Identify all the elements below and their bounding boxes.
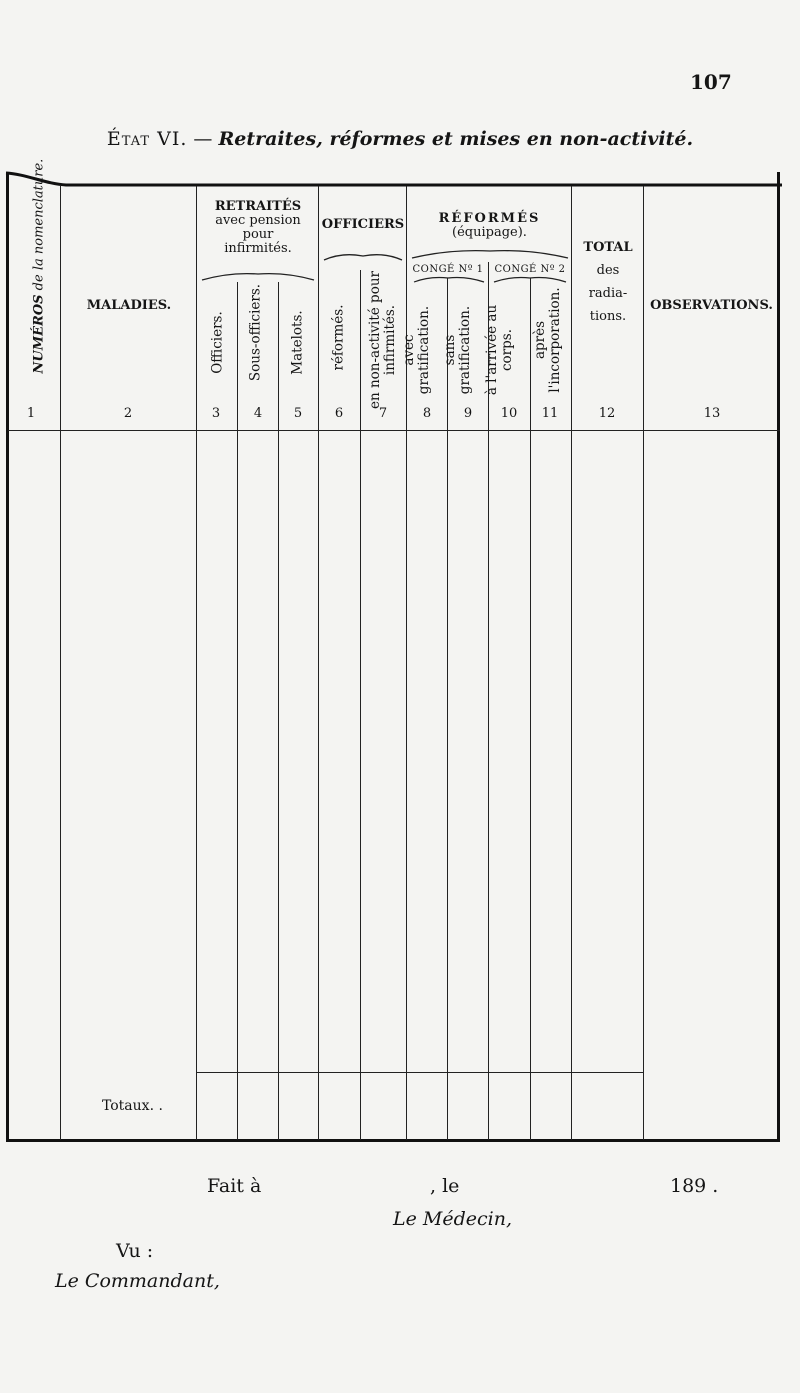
header-apres: après l'incorporation. — [532, 287, 563, 393]
header-avec-gratification: avec gratification. — [401, 305, 432, 395]
column-number: 6 — [334, 406, 344, 421]
column-number: 10 — [500, 406, 518, 421]
header-reformes-sub: (équipage). — [452, 225, 527, 240]
header-numeros-line2: de la nomenclature. — [31, 158, 47, 291]
table-top-border — [6, 172, 782, 188]
header-reformes-group — [408, 212, 571, 240]
header-conge1: CONGÉ Nº 1 — [412, 264, 484, 275]
footer-medecin: Le Médecin, — [393, 1208, 513, 1230]
column-number: 3 — [211, 406, 221, 421]
title-text: Retraites, réformes et mises en non-activité. — [218, 128, 694, 150]
header-total-line2: des — [596, 263, 620, 278]
footer-le: , le — [430, 1175, 460, 1197]
footer-commandant: Le Commandant, — [55, 1270, 220, 1292]
brace-retraites — [200, 270, 316, 282]
header-maladies: MALADIES. — [86, 298, 172, 313]
header-officiers-retraites: Officiers. — [209, 311, 226, 374]
header-conge2: CONGÉ Nº 2 — [494, 264, 566, 275]
header-officiers-title: OFFICIERS — [321, 217, 405, 232]
header-arrivee: à l'arrivée au corps. — [484, 304, 515, 396]
column-number: 13 — [703, 406, 721, 421]
header-sans-gratification: sans gratification. — [442, 305, 473, 395]
column-number: 5 — [293, 406, 303, 421]
brace-reformes — [410, 246, 570, 260]
header-total-line1: TOTAL — [583, 240, 633, 255]
column-number: 11 — [541, 406, 559, 421]
page-title — [0, 128, 800, 150]
column-number: 4 — [253, 406, 263, 421]
column-number: 1 — [26, 406, 36, 421]
header-retraites-title: RETRAITÉS — [214, 199, 302, 214]
title-etat: État VI. — [106, 128, 188, 150]
header-total-line4: tions. — [589, 309, 627, 324]
page-number: 107 — [690, 70, 732, 94]
totals-label: Totaux. . — [102, 1098, 163, 1114]
header-total — [573, 236, 643, 328]
footer-vu: Vu : — [116, 1240, 154, 1262]
header-total-line3: radia- — [588, 286, 628, 301]
header-non-activite: en non-activité pour infirmités. — [367, 271, 398, 409]
footer-fait: Fait à — [207, 1175, 262, 1197]
header-reformes: réformés. — [330, 304, 347, 371]
brace-officiers — [322, 250, 404, 264]
title-dash: — — [193, 128, 213, 150]
header-matelots: Matelots. — [289, 310, 306, 375]
column-number: 8 — [422, 406, 432, 421]
header-numeros-line1: NUMÉROS — [31, 294, 47, 374]
column-number: 12 — [598, 406, 616, 421]
header-reformes-title: RÉFORMÉS — [438, 211, 541, 226]
header-sous-officiers: Sous-officiers. — [247, 283, 264, 382]
footer-year: 189 . — [670, 1175, 719, 1197]
column-number: 2 — [123, 406, 133, 421]
column-number: 7 — [378, 406, 388, 421]
header-retraites-group — [198, 200, 318, 256]
header-retraites-sub: avec pension pour infirmités. — [215, 213, 301, 256]
header-numeros — [31, 158, 47, 374]
header-observations: OBSERVATIONS. — [650, 298, 773, 313]
column-number: 9 — [463, 406, 473, 421]
